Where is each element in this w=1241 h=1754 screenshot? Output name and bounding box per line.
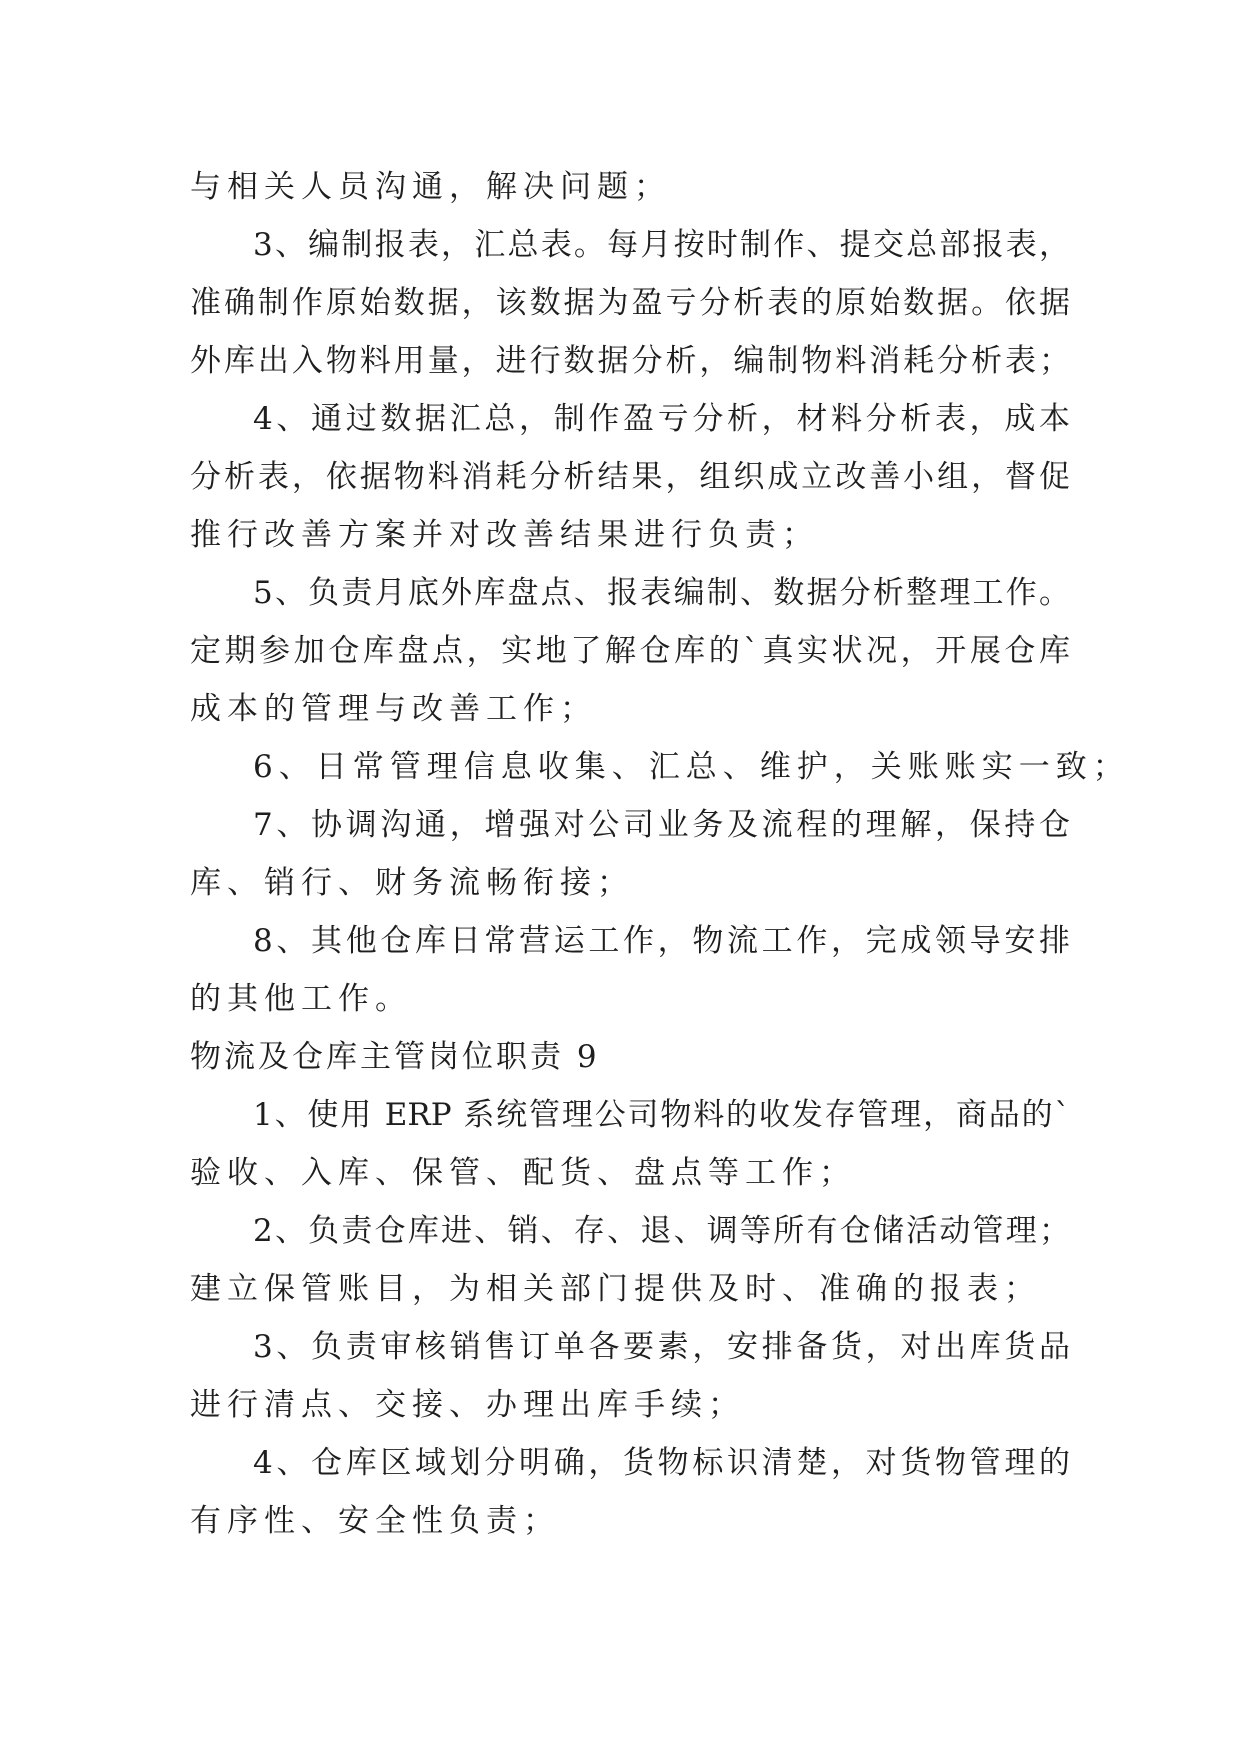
text-line: 的其他工作。 [190, 981, 412, 1017]
text-line: 3、编制报表，汇总表。每月按时制作、提交总部报表， [253, 227, 1070, 263]
text-line: 推行改善方案并对改善结果进行负责； [190, 517, 819, 553]
text-line: 7、协调沟通，增强对公司业务及流程的理解，保持仓 [253, 807, 1070, 843]
text-line: 与相关人员沟通，解决问题； [190, 169, 671, 205]
text-line: 6、日常管理信息收集、汇总、维护，关账账实一致； [253, 749, 1130, 785]
text-line: 有序性、安全性负责； [190, 1503, 560, 1539]
text-line: 准确制作原始数据，该数据为盈亏分析表的原始数据。依据 [190, 285, 1070, 321]
text-line: 库、销行、财务流畅衔接； [190, 865, 634, 901]
section-heading: 物流及仓库主管岗位职责 9 [190, 1039, 600, 1075]
text-line: 4、仓库区域划分明确，货物标识清楚，对货物管理的 [253, 1445, 1070, 1481]
text-line: 8、其他仓库日常营运工作，物流工作，完成领导安排 [253, 923, 1070, 959]
document-body [190, 158, 1130, 1550]
text-line: 成本的管理与改善工作； [190, 691, 597, 727]
text-line: 外库出入物料用量，进行数据分析，编制物料消耗分析表； [190, 343, 1070, 379]
text-line: 4、通过数据汇总，制作盈亏分析，材料分析表，成本 [253, 401, 1070, 437]
text-line: 2、负责仓库进、销、存、退、调等所有仓储活动管理； [253, 1213, 1070, 1249]
text-line: 5、负责月底外库盘点、报表编制、数据分析整理工作。 [253, 575, 1070, 611]
text-line: 分析表，依据物料消耗分析结果，组织成立改善小组，督促 [190, 459, 1070, 495]
text-line: 建立保管账目，为相关部门提供及时、准确的报表； [190, 1271, 1041, 1307]
text-line: 定期参加仓库盘点，实地了解仓库的`真实状况，开展仓库 [190, 633, 1070, 669]
text-line: 1、使用 ERP 系统管理公司物料的收发存管理，商品的` [253, 1097, 1070, 1133]
text-line: 3、负责审核销售订单各要素，安排备货，对出库货品 [253, 1329, 1070, 1365]
text-line: 进行清点、交接、办理出库手续； [190, 1387, 745, 1423]
text-line: 验收、入库、保管、配货、盘点等工作； [190, 1155, 856, 1191]
